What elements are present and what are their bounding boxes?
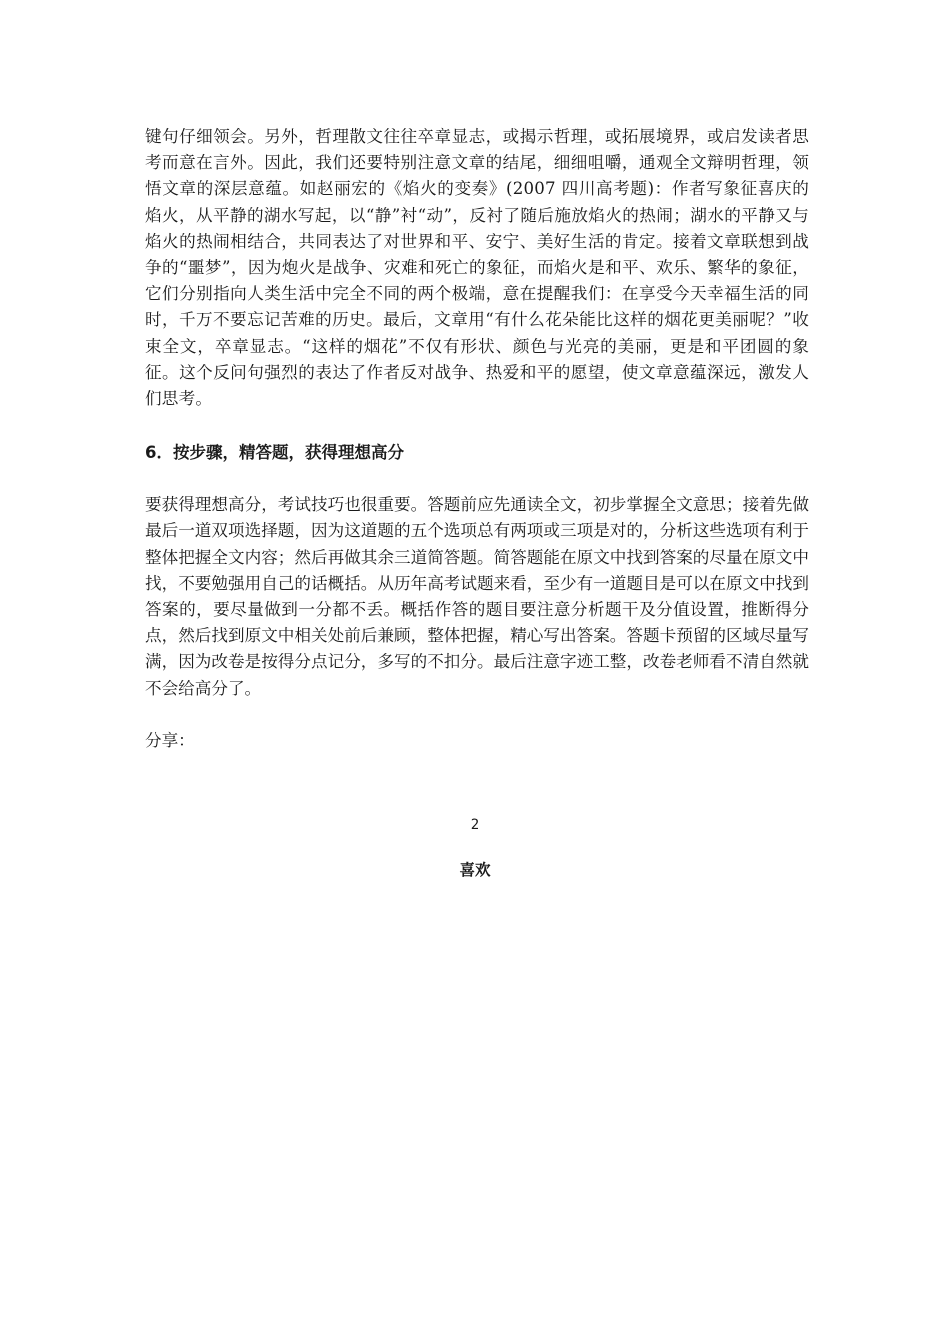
- share-label[interactable]: 分享：: [145, 730, 195, 750]
- section-heading: 6．按步骤，精答题，获得理想高分: [145, 443, 404, 463]
- article-paragraph: 要获得理想高分，考试技巧也很重要。答题前应先通读全文，初步掌握全文意思；接着先做最后一道双项选择题，因为这道题的五个选项总有两项或三项是对的，分析这些选项有利于整体把握全文内容；然后再做其余三道简答题。简答题能在原文中找到答案的尽量在原文中找，不要勉强用自己的话概括。从历年高考试题来看，至少有一道题目是可以在原文中找到答案的，要尽量做到一分都不丢。概括作答的题目要注意分析题干及分值设置，推断得分点，然后找到原文中相关处前后兼顾，整体把握，精心写出答案。答题卡预留的区域尽量写满，因为改卷是按得分点记分，多写的不扣分。最后注意字迹工整，改卷老师看不清自然就不会给高分了。: [145, 495, 809, 698]
- like-button[interactable]: 喜欢: [459, 861, 491, 879]
- like-count: 2: [470, 817, 480, 833]
- article-paragraph: 键句仔细领会。另外，哲理散文往往卒章显志，或揭示哲理，或拓展境界，或启发读者思考而意在言外。因此，我们还要特别注意文章的结尾，细细咀嚼，通观全文辩明哲理，领悟文章的深层意蕴。如赵丽宏的《焰火的变奏》(2007 四川高考题)：作者写象征喜庆的焰火，从平静的湖水写起，以“静”衬“动”，反衬了随后施放焰火的热闹；湖水的平静又与焰火的热闹相结合，共同表达了对世界和平、安宁、美好生活的肯定。接着文章联想到战争的“噩梦”，因为炮火是战争、灾难和死亡的象征，而焰火是和平、欢乐、繁华的象征，它们分别指向人类生活中完全不同的两个极端，意在提醒我们：在享受今天幸福生活的同时，千万不要忘记苦难的历史。最后，文章用“有什么花朵能比这样的烟花更美丽呢？”收束全文，卒章显志。“这样的烟花”不仅有形状、颜色与光亮的美丽，更是和平团圆的象征。这个反问句强烈的表达了作者反对战争、热爱和平的愿望，使文章意蕴深远，激发人们思考。: [145, 127, 809, 409]
- article-body: [145, 124, 809, 753]
